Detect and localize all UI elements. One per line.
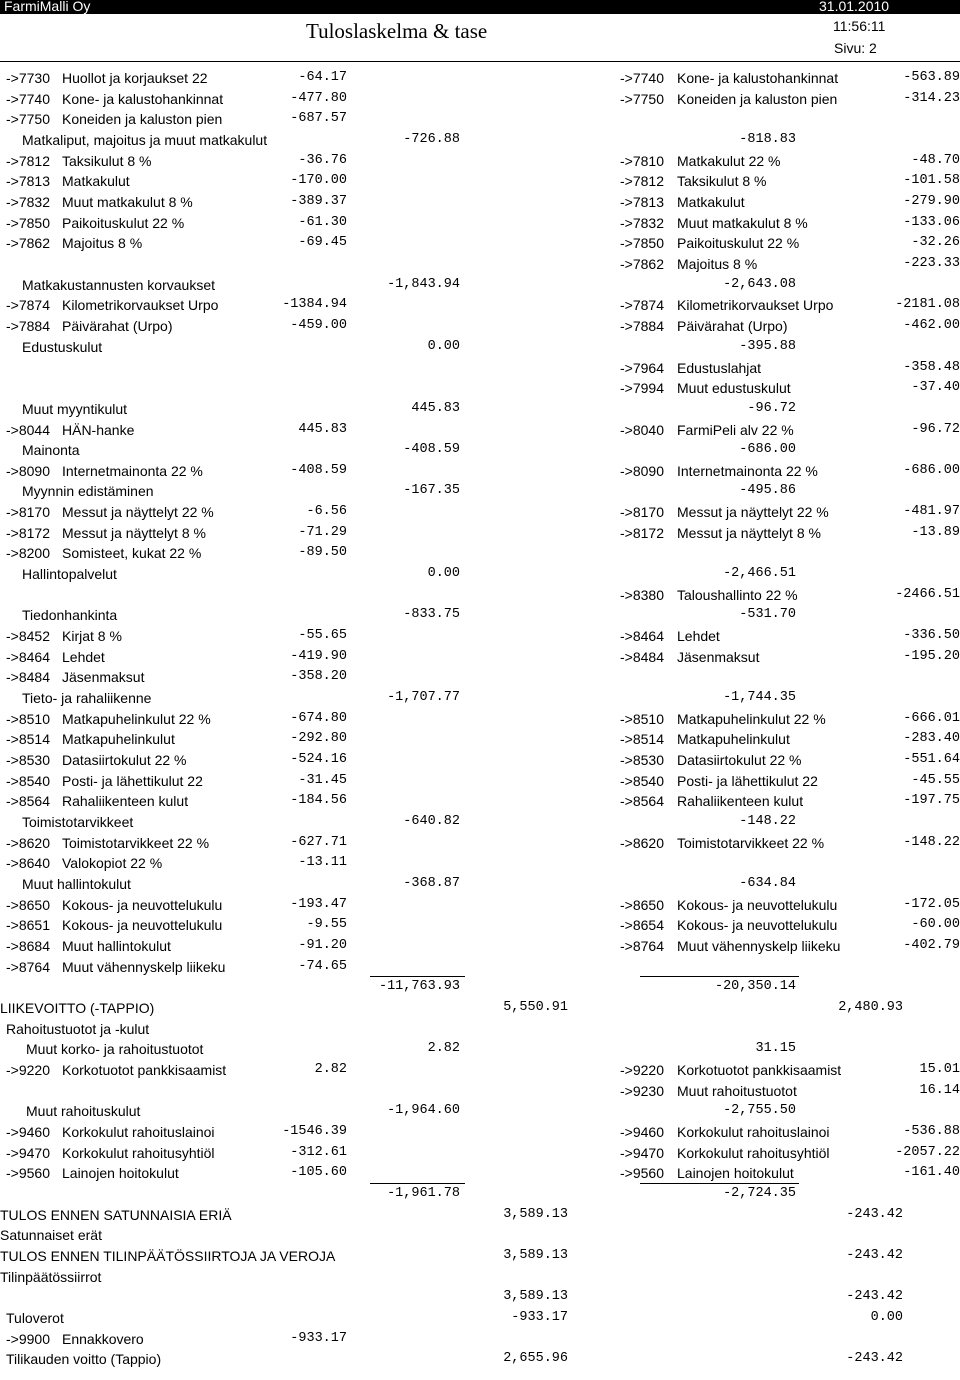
right-account-amount: -551.64 xyxy=(903,752,960,767)
right-account-amount: -96.72 xyxy=(911,422,960,437)
right-account-name: Messut ja näyttelyt 8 % xyxy=(677,525,821,541)
left-group-total: 445.83 xyxy=(411,401,460,416)
right-account-name: FarmiPeli alv 22 % xyxy=(677,422,794,438)
left-account-amount: -89.50 xyxy=(298,545,347,560)
right-account-code: ->8564 xyxy=(620,793,664,809)
section-heading: TULOS ENNEN SATUNNAISIA ERIÄ xyxy=(0,1207,232,1223)
right-account-name: Päivärahat (Urpo) xyxy=(677,318,788,334)
left-account-code: ->8530 xyxy=(6,752,50,768)
left-account-amount: -13.11 xyxy=(298,855,347,870)
right-account-name: Toimistotarvikkeet 22 % xyxy=(677,835,825,851)
right-group-total: -531.70 xyxy=(739,607,796,622)
left-group-label: Muut hallintokulut xyxy=(22,876,131,892)
right-account-code: ->8484 xyxy=(620,649,664,665)
right-account-code: ->8090 xyxy=(620,463,664,479)
left-account-amount: -408.59 xyxy=(290,463,347,478)
right-account-name: Internetmainonta 22 % xyxy=(677,463,818,479)
left-account-code: ->8620 xyxy=(6,835,50,851)
right-account-name: Korkokulut rahoitusyhtiöl xyxy=(677,1145,830,1161)
left-main-total: 2,655.96 xyxy=(503,1351,568,1366)
left-account-code: ->7812 xyxy=(6,153,50,169)
left-account-code: ->8640 xyxy=(6,855,50,871)
right-account-amount: -336.50 xyxy=(903,628,960,643)
left-account-amount: -687.57 xyxy=(290,111,347,126)
right-account-name: Messut ja näyttelyt 22 % xyxy=(677,504,829,520)
right-account-name: Matkapuhelinkulut 22 % xyxy=(677,711,826,727)
left-account-amount: -55.65 xyxy=(298,628,347,643)
right-account-name: Muut vähennyskelp liikeku xyxy=(677,938,841,954)
right-account-code: ->9220 xyxy=(620,1062,664,1078)
left-account-code: ->8090 xyxy=(6,463,50,479)
left-account-code: ->7813 xyxy=(6,173,50,189)
left-account-amount: -91.20 xyxy=(298,938,347,953)
right-main-total: -243.42 xyxy=(846,1207,903,1222)
left-group-total: -11,763.93 xyxy=(378,979,460,994)
left-account-amount: -184.56 xyxy=(290,793,347,808)
section-subheading: Rahoitustuotot ja -kulut xyxy=(6,1021,150,1037)
left-account-amount: -524.16 xyxy=(290,752,347,767)
left-account-code: ->7740 xyxy=(6,91,50,107)
left-account-amount: -627.71 xyxy=(290,835,347,850)
right-account-amount: -2181.08 xyxy=(895,297,960,312)
right-account-name: Muut edustuskulut xyxy=(677,380,791,396)
right-account-code: ->8654 xyxy=(620,917,664,933)
left-account-amount: -358.20 xyxy=(290,669,347,684)
right-account-code: ->7812 xyxy=(620,173,664,189)
left-group-label: Hallintopalvelut xyxy=(22,566,117,582)
left-account-code: ->9470 xyxy=(6,1145,50,1161)
header-divider xyxy=(0,61,960,62)
left-account-code: ->8464 xyxy=(6,649,50,665)
left-account-code: ->8540 xyxy=(6,773,50,789)
right-subtotal-rule xyxy=(640,1183,799,1184)
left-group-total: -640.82 xyxy=(403,814,460,829)
left-account-amount: -6.56 xyxy=(306,504,347,519)
left-account-code: ->7862 xyxy=(6,235,50,251)
right-account-name: Lainojen hoitokulut xyxy=(677,1165,794,1181)
left-account-name: Valokopiot 22 % xyxy=(62,855,163,871)
right-account-amount: -195.20 xyxy=(903,649,960,664)
left-subtotal-rule xyxy=(370,976,465,977)
left-group-total: -1,964.60 xyxy=(387,1103,460,1118)
right-account-code: ->8172 xyxy=(620,525,664,541)
right-account-name: Kokous- ja neuvottelukulu xyxy=(677,917,838,933)
right-account-amount: -666.01 xyxy=(903,711,960,726)
right-group-total: -148.22 xyxy=(739,814,796,829)
left-account-name: Muut hallintokulut xyxy=(62,938,171,954)
right-main-total: 0.00 xyxy=(870,1310,903,1325)
right-account-amount: -2057.22 xyxy=(895,1145,960,1160)
right-account-code: ->7862 xyxy=(620,256,664,272)
right-account-code: ->8170 xyxy=(620,504,664,520)
left-account-code: ->7884 xyxy=(6,318,50,334)
right-account-code: ->7750 xyxy=(620,91,664,107)
left-account-name: Matkapuhelinkulut 22 % xyxy=(62,711,211,727)
left-account-code: ->8564 xyxy=(6,793,50,809)
left-account-name: Kone- ja kalustohankinnat xyxy=(62,91,224,107)
left-account-name: HÄN-hanke xyxy=(62,422,135,438)
left-group-label: Edustuskulut xyxy=(22,339,103,355)
left-account-code: ->8044 xyxy=(6,422,50,438)
right-account-code: ->8380 xyxy=(620,587,664,603)
right-account-code: ->8530 xyxy=(620,752,664,768)
right-account-name: Korkotuotot pankkisaamist xyxy=(677,1062,842,1078)
right-account-name: Matkapuhelinkulut xyxy=(677,731,790,747)
right-account-code: ->9560 xyxy=(620,1165,664,1181)
left-account-amount: -674.80 xyxy=(290,711,347,726)
left-group-total: -408.59 xyxy=(403,442,460,457)
right-account-name: Datasiirtokulut 22 % xyxy=(677,752,802,768)
left-account-name: Muut vähennyskelp liikeku xyxy=(62,959,226,975)
left-group-label: Muut korko- ja rahoitustuotot xyxy=(26,1041,204,1057)
right-account-code: ->9460 xyxy=(620,1124,664,1140)
right-group-total: -495.86 xyxy=(739,483,796,498)
right-account-code: ->7810 xyxy=(620,153,664,169)
left-group-total: 2.82 xyxy=(427,1041,460,1056)
left-account-name: Korkokulut rahoituslainoi xyxy=(62,1124,215,1140)
left-group-total: -1,961.78 xyxy=(387,1186,460,1201)
right-account-code: ->8510 xyxy=(620,711,664,727)
left-account-amount: -933.17 xyxy=(290,1331,347,1346)
right-account-name: Posti- ja lähettikulut 22 xyxy=(677,773,818,789)
left-account-name: Messut ja näyttelyt 8 % xyxy=(62,525,206,541)
left-account-amount: -31.45 xyxy=(298,773,347,788)
right-account-amount: -48.70 xyxy=(911,153,960,168)
header-bar xyxy=(0,0,960,14)
right-account-name: Kilometrikorvaukset Urpo xyxy=(677,297,834,313)
left-account-name: Posti- ja lähettikulut 22 xyxy=(62,773,203,789)
right-account-amount: -481.97 xyxy=(903,504,960,519)
left-account-code: ->8764 xyxy=(6,959,50,975)
right-account-code: ->8540 xyxy=(620,773,664,789)
right-account-code: ->7994 xyxy=(620,380,664,396)
left-main-total: 3,589.13 xyxy=(503,1207,568,1222)
right-group-total: -96.72 xyxy=(747,401,796,416)
left-account-name: Matkakulut xyxy=(62,173,130,189)
left-account-amount: -193.47 xyxy=(290,897,347,912)
left-group-label: Matkakustannusten korvaukset xyxy=(22,277,215,293)
left-group-label: Toimistotarvikkeet xyxy=(22,814,134,830)
left-account-name: Koneiden ja kaluston pien xyxy=(62,111,223,127)
left-group-label: Tiedonhankinta xyxy=(22,607,118,623)
right-account-amount: -283.40 xyxy=(903,731,960,746)
left-account-code: ->8650 xyxy=(6,897,50,913)
right-account-amount: -60.00 xyxy=(911,917,960,932)
left-account-amount: -74.65 xyxy=(298,959,347,974)
left-account-code: ->8452 xyxy=(6,628,50,644)
right-account-name: Taloushallinto 22 % xyxy=(677,587,798,603)
report-date: 31.01.2010 xyxy=(819,0,890,14)
left-group-total: -368.87 xyxy=(403,876,460,891)
right-group-total: -818.83 xyxy=(739,132,796,147)
right-account-amount: -2466.51 xyxy=(895,587,960,602)
left-account-name: Messut ja näyttelyt 22 % xyxy=(62,504,214,520)
left-account-amount: -69.45 xyxy=(298,235,347,250)
left-account-code: ->8200 xyxy=(6,545,50,561)
left-account-code: ->7730 xyxy=(6,70,50,86)
left-main-total: 3,589.13 xyxy=(503,1248,568,1263)
left-account-code: ->8684 xyxy=(6,938,50,954)
left-account-code: ->9460 xyxy=(6,1124,50,1140)
left-account-code: ->9220 xyxy=(6,1062,50,1078)
left-group-total: -1,843.94 xyxy=(387,277,460,292)
left-account-amount: 2.82 xyxy=(314,1062,347,1077)
left-account-code: ->7832 xyxy=(6,194,50,210)
left-group-label: Muut rahoituskulut xyxy=(26,1103,141,1119)
left-main-total: 3,589.13 xyxy=(503,1289,568,1304)
right-main-total: -243.42 xyxy=(846,1248,903,1263)
left-account-amount: -1546.39 xyxy=(282,1124,347,1139)
right-account-amount: -32.26 xyxy=(911,235,960,250)
left-group-label: Myynnin edistäminen xyxy=(22,483,154,499)
right-account-name: Jäsenmaksut xyxy=(677,649,760,665)
left-group-label: Tieto- ja rahaliikenne xyxy=(22,690,152,706)
right-account-name: Paikoituskulut 22 % xyxy=(677,235,800,251)
left-account-amount: -105.60 xyxy=(290,1165,347,1180)
left-account-name: Kilometrikorvaukset Urpo xyxy=(62,297,219,313)
right-account-amount: -223.33 xyxy=(903,256,960,271)
company-name: FarmiMalli Oy xyxy=(4,0,91,14)
right-account-name: Rahaliikenteen kulut xyxy=(677,793,804,809)
left-group-label: Matkaliput, majoitus ja muut matkakulut xyxy=(22,132,268,148)
section-heading: Satunnaiset erät xyxy=(0,1227,102,1243)
right-account-name: Koneiden ja kaluston pien xyxy=(677,91,838,107)
right-account-amount: -314.23 xyxy=(903,91,960,106)
left-account-name: Lehdet xyxy=(62,649,105,665)
right-group-total: -2,466.51 xyxy=(723,566,796,581)
left-account-amount: -170.00 xyxy=(290,173,347,188)
right-account-code: ->8464 xyxy=(620,628,664,644)
report-title: Tuloslaskelma & tase xyxy=(306,19,488,43)
right-account-amount: -536.88 xyxy=(903,1124,960,1139)
right-account-code: ->9230 xyxy=(620,1083,664,1099)
left-account-name: Paikoituskulut 22 % xyxy=(62,215,185,231)
left-account-name: Lainojen hoitokulut xyxy=(62,1165,179,1181)
left-account-amount: 445.83 xyxy=(298,422,347,437)
left-group-total: 0.00 xyxy=(427,339,460,354)
left-account-name: Rahaliikenteen kulut xyxy=(62,793,189,809)
right-account-name: Lehdet xyxy=(677,628,720,644)
right-account-code: ->9470 xyxy=(620,1145,664,1161)
right-account-code: ->8650 xyxy=(620,897,664,913)
right-account-code: ->7832 xyxy=(620,215,664,231)
left-account-amount: -389.37 xyxy=(290,194,347,209)
left-account-name: Taksikulut 8 % xyxy=(62,153,152,169)
section-heading: Tilinpäätössiirrot xyxy=(0,1269,102,1285)
right-group-total: -2,643.08 xyxy=(723,277,796,292)
right-group-total: -1,744.35 xyxy=(723,690,796,705)
left-account-name: Kokous- ja neuvottelukulu xyxy=(62,897,223,913)
right-account-code: ->8764 xyxy=(620,938,664,954)
section-heading: TULOS ENNEN TILINPÄÄTÖSSIIRTOJA JA VEROJA xyxy=(0,1248,336,1264)
right-account-name: Majoitus 8 % xyxy=(677,256,758,272)
left-account-name: Kirjat 8 % xyxy=(62,628,122,644)
left-account-code: ->9900 xyxy=(6,1331,50,1347)
left-group-label: Mainonta xyxy=(22,442,80,458)
right-account-amount: -197.75 xyxy=(903,793,960,808)
left-account-amount: -312.61 xyxy=(290,1145,347,1160)
left-account-amount: -61.30 xyxy=(298,215,347,230)
right-account-code: ->7964 xyxy=(620,360,664,376)
left-group-label: Muut myyntikulut xyxy=(22,401,128,417)
right-account-name: Edustuslahjat xyxy=(677,360,762,376)
left-account-amount: -64.17 xyxy=(298,70,347,85)
right-account-code: ->7874 xyxy=(620,297,664,313)
left-account-name: Ennakkovero xyxy=(62,1331,144,1347)
right-account-amount: 15.01 xyxy=(919,1062,960,1077)
right-account-code: ->8620 xyxy=(620,835,664,851)
left-account-name: Huollot ja korjaukset 22 xyxy=(62,70,208,86)
right-account-name: Muut rahoitustuotot xyxy=(677,1083,797,1099)
left-account-code: ->7750 xyxy=(6,111,50,127)
left-account-name: Matkapuhelinkulut xyxy=(62,731,175,747)
right-main-total: -243.42 xyxy=(846,1289,903,1304)
right-account-amount: -37.40 xyxy=(911,380,960,395)
right-group-total: -2,724.35 xyxy=(723,1186,796,1201)
right-group-total: -634.84 xyxy=(739,876,796,891)
right-account-name: Muut matkakulut 8 % xyxy=(677,215,808,231)
left-account-name: Majoitus 8 % xyxy=(62,235,143,251)
left-account-amount: -292.80 xyxy=(290,731,347,746)
left-account-amount: -36.76 xyxy=(298,153,347,168)
left-subtotal-rule xyxy=(370,1183,465,1184)
right-account-code: ->8514 xyxy=(620,731,664,747)
left-account-code: ->7850 xyxy=(6,215,50,231)
right-account-amount: -358.48 xyxy=(903,360,960,375)
left-main-total: 5,550.91 xyxy=(503,1000,568,1015)
right-group-total: -395.88 xyxy=(739,339,796,354)
left-account-amount: -419.90 xyxy=(290,649,347,664)
right-account-amount: -462.00 xyxy=(903,318,960,333)
left-account-name: Korkokulut rahoitusyhtiöl xyxy=(62,1145,215,1161)
right-group-total: -686.00 xyxy=(739,442,796,457)
left-account-code: ->9560 xyxy=(6,1165,50,1181)
left-account-name: Muut matkakulut 8 % xyxy=(62,194,193,210)
left-group-total: -726.88 xyxy=(403,132,460,147)
right-account-code: ->7813 xyxy=(620,194,664,210)
right-account-amount: -279.90 xyxy=(903,194,960,209)
right-main-total: 2,480.93 xyxy=(838,1000,903,1015)
left-group-total: 0.00 xyxy=(427,566,460,581)
left-group-total: -833.75 xyxy=(403,607,460,622)
right-account-amount: -45.55 xyxy=(911,773,960,788)
right-account-code: ->7740 xyxy=(620,70,664,86)
left-account-name: Päivärahat (Urpo) xyxy=(62,318,173,334)
right-account-amount: -161.40 xyxy=(903,1165,960,1180)
left-account-amount: -1384.94 xyxy=(282,297,347,312)
right-account-amount: -13.89 xyxy=(911,525,960,540)
left-account-name: Toimistotarvikkeet 22 % xyxy=(62,835,210,851)
right-account-amount: 16.14 xyxy=(919,1083,960,1098)
right-account-name: Kone- ja kalustohankinnat xyxy=(677,70,839,86)
right-account-name: Kokous- ja neuvottelukulu xyxy=(677,897,838,913)
report-time: 11:56:11 xyxy=(833,18,886,34)
right-account-name: Matkakulut xyxy=(677,194,745,210)
left-account-code: ->8651 xyxy=(6,917,50,933)
left-account-amount: -71.29 xyxy=(298,525,347,540)
right-account-amount: -101.58 xyxy=(903,173,960,188)
right-main-total: -243.42 xyxy=(846,1351,903,1366)
section-subheading: Tuloverot xyxy=(6,1310,64,1326)
left-account-amount: -9.55 xyxy=(306,917,347,932)
left-account-name: Somisteet, kukat 22 % xyxy=(62,545,202,561)
right-account-amount: -686.00 xyxy=(903,463,960,478)
right-group-total: -2,755.50 xyxy=(723,1103,796,1118)
left-group-total: -1,707.77 xyxy=(387,690,460,705)
left-account-code: ->8172 xyxy=(6,525,50,541)
right-subtotal-rule xyxy=(640,976,799,977)
left-account-amount: -459.00 xyxy=(290,318,347,333)
right-account-name: Korkokulut rahoituslainoi xyxy=(677,1124,830,1140)
left-account-amount: -477.80 xyxy=(290,91,347,106)
right-group-total: -20,350.14 xyxy=(714,979,796,994)
right-account-amount: -172.05 xyxy=(903,897,960,912)
right-group-total: 31.15 xyxy=(755,1041,796,1056)
left-account-code: ->8510 xyxy=(6,711,50,727)
right-account-code: ->7884 xyxy=(620,318,664,334)
left-main-total: -933.17 xyxy=(511,1310,568,1325)
left-account-code: ->8170 xyxy=(6,504,50,520)
section-heading: LIIKEVOITTO (-TAPPIO) xyxy=(0,1000,155,1016)
right-account-amount: -563.89 xyxy=(903,70,960,85)
left-account-code: ->7874 xyxy=(6,297,50,313)
left-account-name: Datasiirtokulut 22 % xyxy=(62,752,187,768)
right-account-code: ->7850 xyxy=(620,235,664,251)
page-number: Sivu: 2 xyxy=(834,40,877,56)
right-account-code: ->8040 xyxy=(620,422,664,438)
right-account-name: Taksikulut 8 % xyxy=(677,173,767,189)
right-account-amount: -133.06 xyxy=(903,215,960,230)
left-account-name: Jäsenmaksut xyxy=(62,669,145,685)
right-account-amount: -402.79 xyxy=(903,938,960,953)
left-group-total: -167.35 xyxy=(403,483,460,498)
left-account-code: ->8484 xyxy=(6,669,50,685)
right-account-name: Matkakulut 22 % xyxy=(677,153,781,169)
right-account-amount: -148.22 xyxy=(903,835,960,850)
left-account-name: Internetmainonta 22 % xyxy=(62,463,203,479)
left-account-name: Korkotuotot pankkisaamist xyxy=(62,1062,227,1078)
section-subheading: Tilikauden voitto (Tappio) xyxy=(6,1351,162,1367)
left-account-name: Kokous- ja neuvottelukulu xyxy=(62,917,223,933)
left-account-code: ->8514 xyxy=(6,731,50,747)
